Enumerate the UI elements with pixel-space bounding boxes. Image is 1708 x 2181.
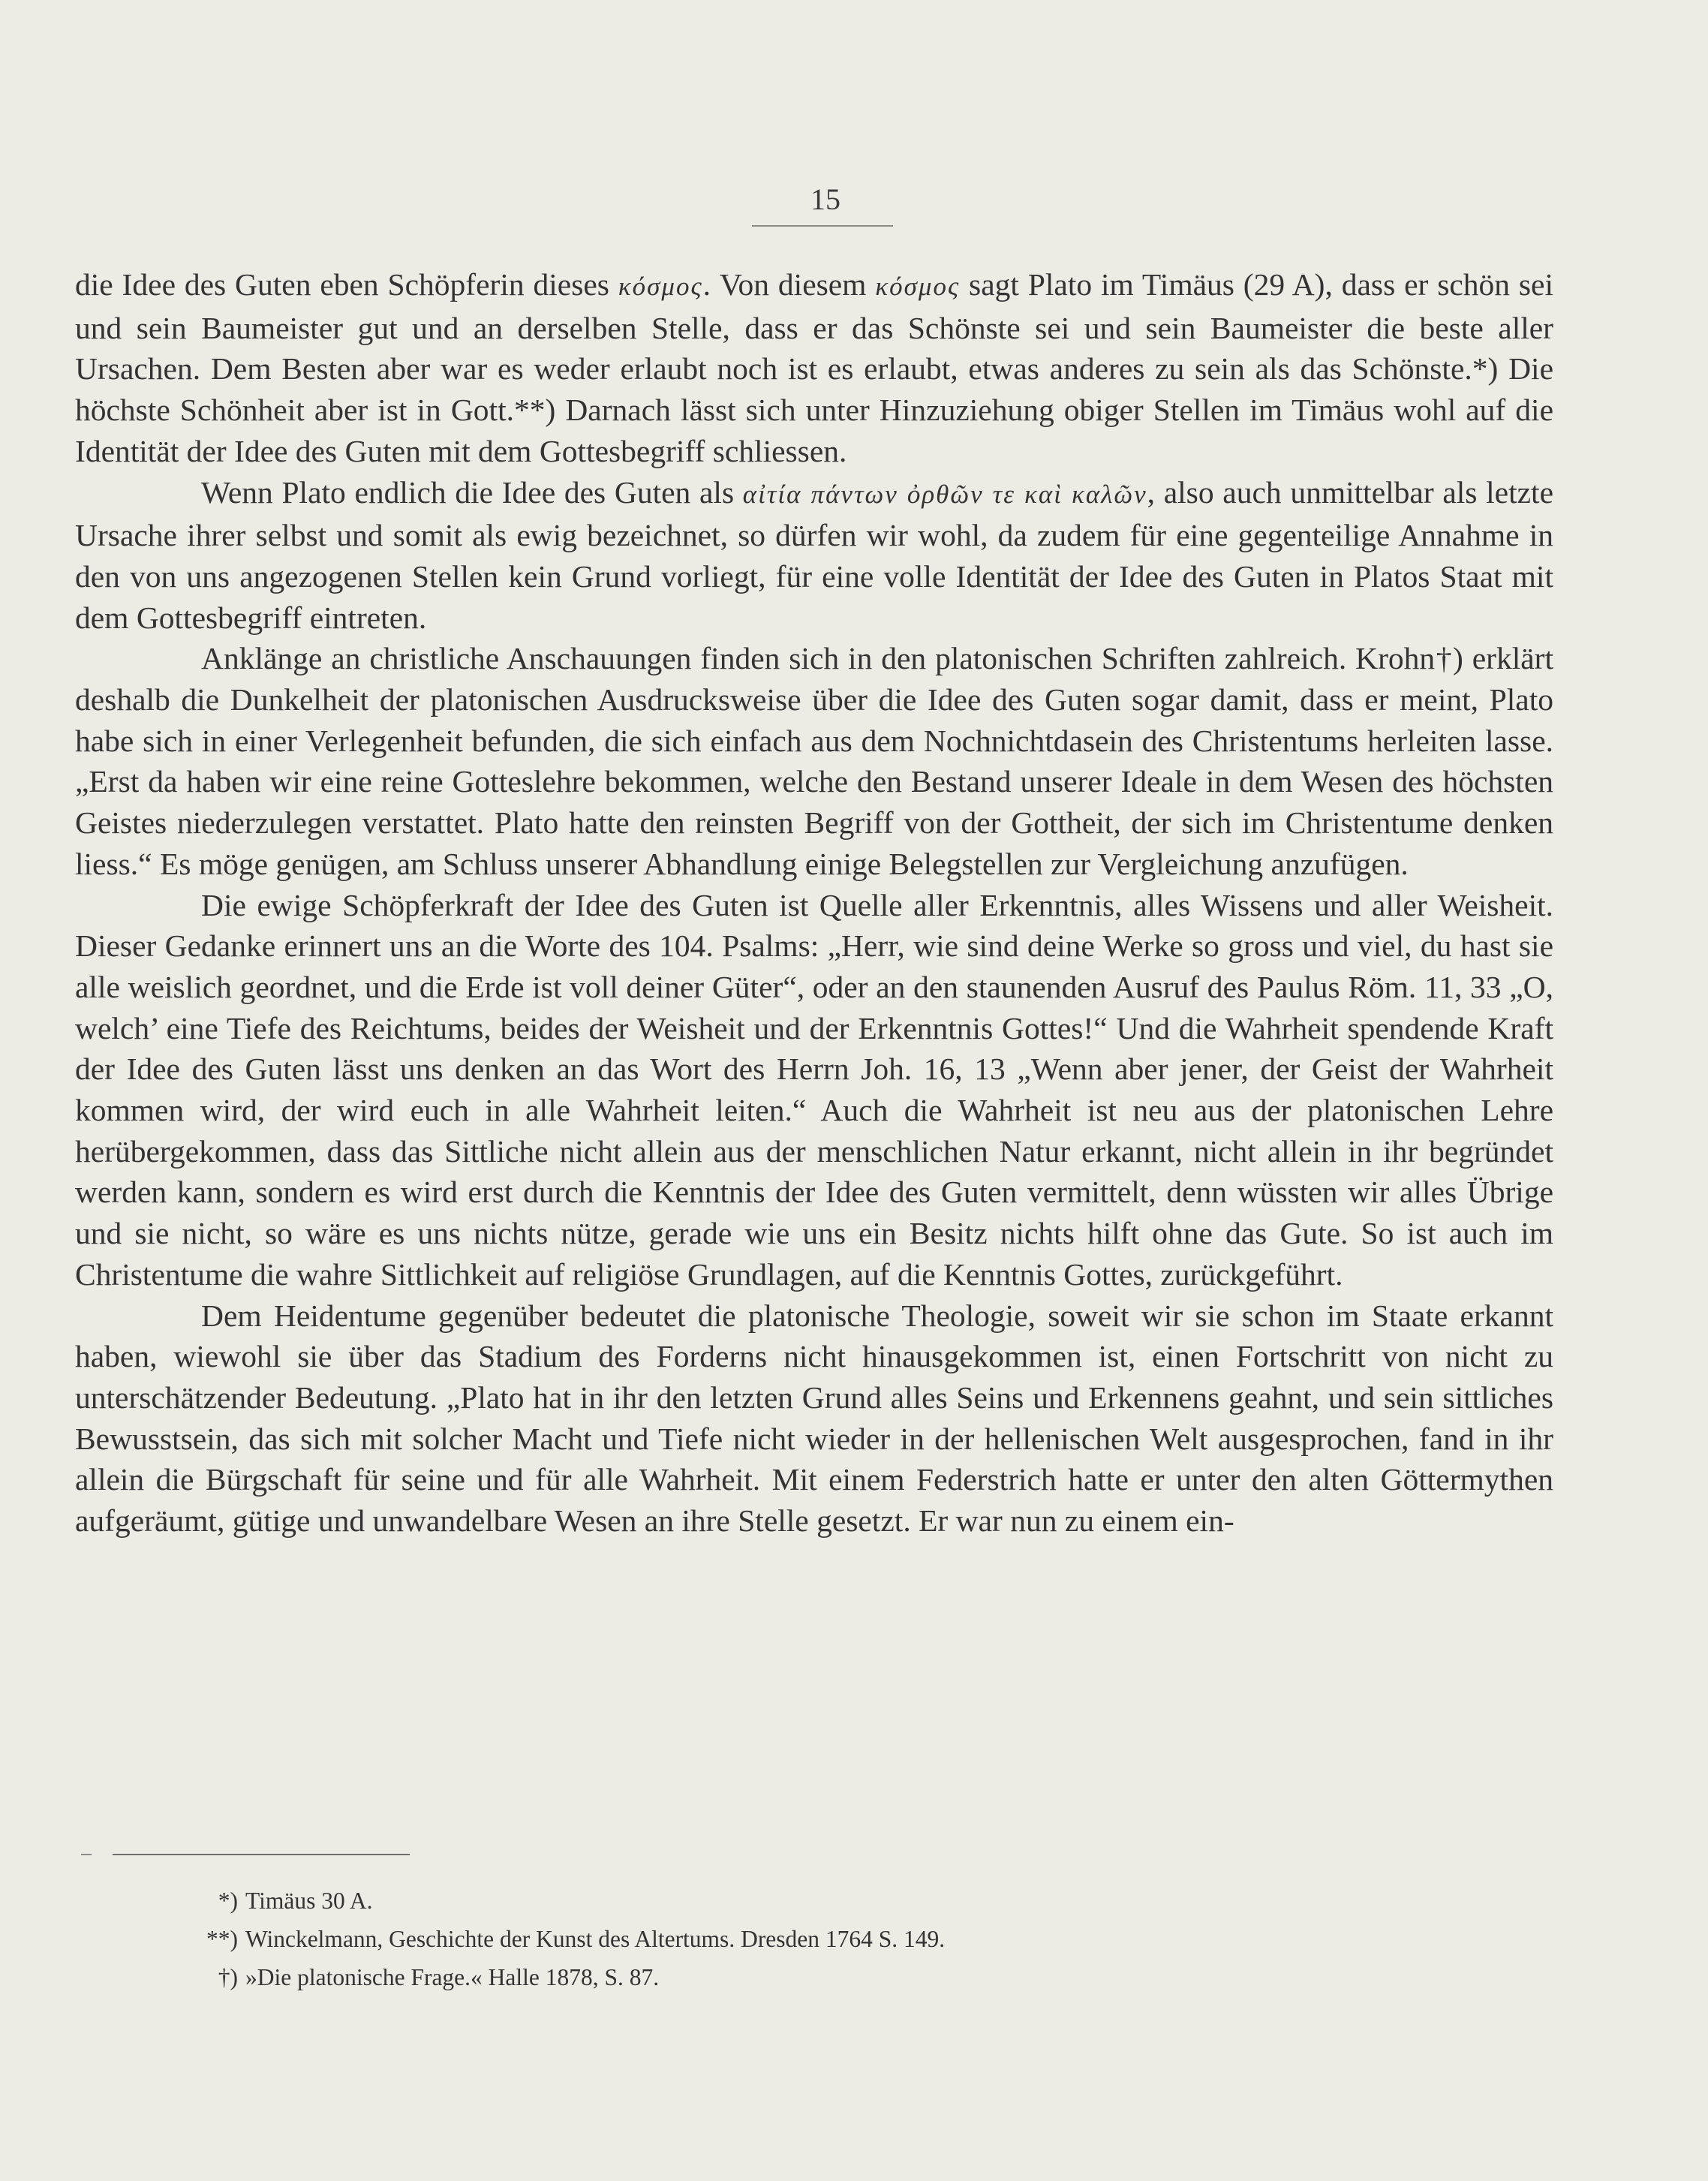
body-paragraph [75, 472, 1553, 639]
footnote [191, 1882, 1317, 1920]
footnote-text: Winckelmann, Geschichte der Kunst des Altertums. Dresden 1764 S. 149. [245, 1926, 946, 1952]
body-paragraph [75, 885, 1553, 1295]
footnote-rule [113, 1854, 410, 1855]
page-number: 15 [810, 182, 840, 216]
footnote-mark: *) [218, 1888, 238, 1914]
footnote-rule-tick [81, 1854, 92, 1855]
paragraph-text: Wenn Plato endlich die Idee des Guten als [201, 474, 743, 510]
paragraph-text: Anklänge an christliche Anschauungen finden sich in den platonischen Schriften zahlreich. Krohn†) erklärt deshalb die Dunkelheit der platonischen Ausdrucksweise über die Idee des Guten sogar damit, dass er meint, Plato habe sich in einer Verlegenheit befunden, die sich einfach aus dem Nochnichtdasein des Christentums herleiten lasse. „Erst da haben wir eine reine Gotteslehre bekommen, welche den Bestand unserer Ideale in dem Wesen des höchsten Geistes niederzulegen verstattet. Plato hatte den reinsten Begriff von der Gottheit, der sich im Christentume denken liess.“ Es möge genügen, am Schluss unserer Abhandlung einige Belegstellen zur Vergleichung anzufügen. [75, 641, 1553, 881]
footnote-text: »Die platonische Frage.« Halle 1878, S. 87. [245, 1964, 660, 1990]
footnote [191, 1920, 1317, 1958]
paragraph-text: , also auch unmittelbar als letzte Ursache ihrer selbst und somit als ewig bezeichnet, so dürfen wir wohl, da zudem für eine gegenteilige Annahme in den von uns angezogenen Stellen kein Grund vorliegt, für eine volle Identität der Idee des Guten in Platos Staat mit dem Gottesbegriff eintreten. [75, 474, 1553, 635]
paragraph-text: die Idee des Guten eben Schöpferin dieses [75, 267, 618, 302]
page-number-rule [752, 225, 893, 227]
footnote-mark: **) [206, 1926, 238, 1952]
greek-term: κόσμος [618, 272, 703, 301]
body-text [75, 264, 1553, 1542]
footnote-mark: †) [218, 1964, 238, 1990]
footnote-text: Timäus 30 A. [245, 1888, 373, 1914]
body-paragraph [75, 1295, 1553, 1542]
paragraph-text: Dem Heidentume gegenüber bedeutet die platonische Theologie, soweit wir sie schon im Staate erkannt haben, wiewohl sie über das Stadium des Forderns nicht hinausgekommen ist, einen Fortschritt von nicht zu unterschätzender Bedeutung. „Plato hat in ihr den letzten Grund alles Seins und Erkennens geahnt, und sein sittliches Bewusstsein, das sich mit solcher Macht und Tiefe nicht wieder in der hellenischen Welt ausgesprochen, fand in ihr allein die Bürgschaft für seine und für alle Wahrheit. Mit einem Federstrich hatte er unter den alten Göttermythen aufgeräumt, gütige und unwandelbare Wesen an ihre Stelle gesetzt. Er war nun zu einem ein- [75, 1298, 1553, 1539]
paragraph-text: . Von diesem [702, 267, 876, 302]
footnote [191, 1958, 1317, 1996]
greek-term: αἰτία πάντων ὀρθῶν τε καὶ καλῶν [742, 479, 1147, 509]
paragraph-text: sagt Plato im Timäus (29 A), dass er schön sei und sein Baumeister gut und an derselben Stelle, dass er das Schönste sei und sein Baumeister die beste aller Ursachen. Dem Besten aber war es weder erlaubt noch ist es erlaubt, etwas anderes zu sein als das Schönste.*) Die höchste Schönheit aber ist in Gott.**) Darnach lässt sich unter Hinzuziehung obiger Stellen im Timäus wohl auf die Identität der Idee des Guten mit dem Gottesbegriff schliessen. [75, 267, 1553, 468]
body-paragraph [75, 638, 1553, 884]
paragraph-text: Die ewige Schöpferkraft der Idee des Guten ist Quelle aller Erkenntnis, alles Wissens und aller Weisheit. Dieser Gedanke erinnert uns an die Worte des 104. Psalms: „Herr, wie sind deine Werke so gross und viel, du hast sie alle weislich geordnet, und die Erde ist voll deiner Güter“, oder an den staunenden Ausruf des Paulus Röm. 11, 33 „O, welch’ eine Tiefe des Reichtums, beides der Weisheit und der Erkenntnis Gottes!“ Und die Wahrheit spendende Kraft der Idee des Guten lässt uns denken an das Wort des Herrn Joh. 16, 13 „Wenn aber jener, der Geist der Wahrheit kommen wird, der wird euch in alle Wahrheit leiten.“ Auch die Wahrheit ist neu aus der platonischen Lehre herübergekommen, dass das Sittliche nicht allein aus der menschlichen Natur erkannt, nicht allein in ihr begründet werden kann, sondern es wird erst durch die Kenntnis der Idee des Guten vermittelt, denn wüssten wir alles Übrige und sie nicht, so wäre es uns nichts nütze, gerade wie uns ein Besitz nichts hilft ohne das Gute. So ist auch im Christentume die wahre Sittlichkeit auf religiöse Grundlagen, auf die Kenntnis Gottes, zurückgeführt. [75, 887, 1553, 1292]
greek-term: κόσμος [875, 272, 961, 301]
body-paragraph [75, 264, 1553, 472]
footnotes [191, 1882, 1317, 1996]
